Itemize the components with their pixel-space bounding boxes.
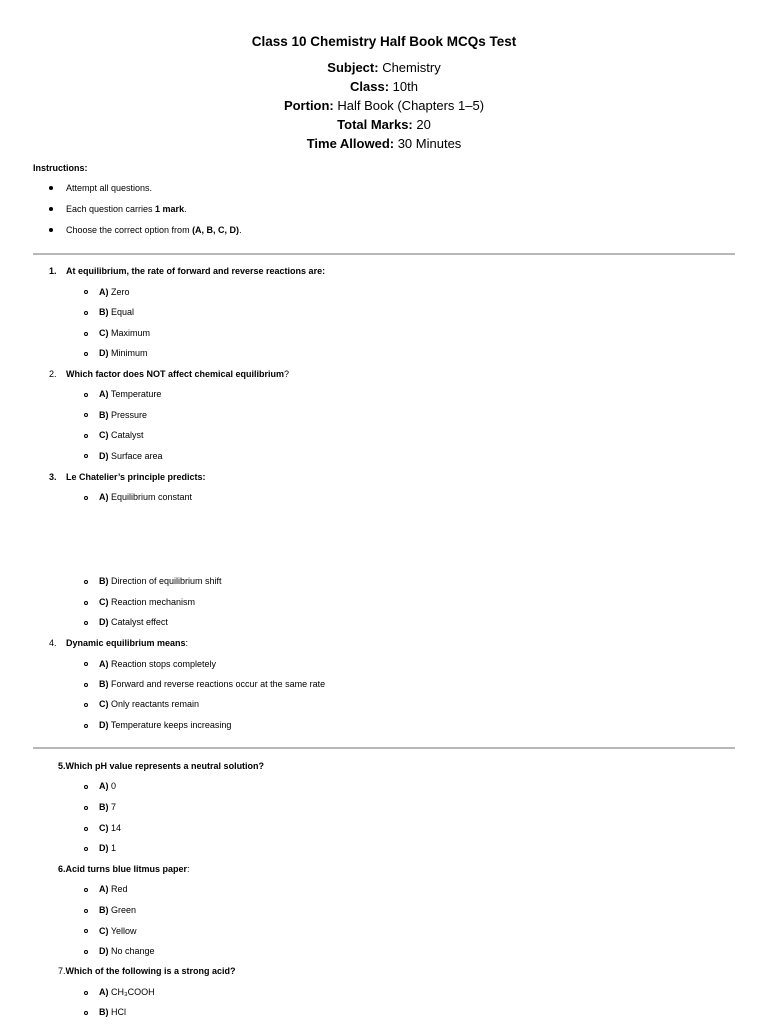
question-number: 4. xyxy=(49,638,57,648)
meta-time-allowed xyxy=(0,136,768,151)
option: A) CH₃COOH xyxy=(99,987,155,997)
option: D) Surface area xyxy=(99,451,163,461)
document-title: Class 10 Chemistry Half Book MCQs Test xyxy=(251,34,517,49)
option-bullet-icon xyxy=(84,332,88,336)
option-bullet-icon xyxy=(84,454,88,458)
meta-label: Time Allowed: xyxy=(306,136,395,151)
option: B) Green xyxy=(99,905,137,915)
bullet-icon xyxy=(49,186,53,190)
meta-value: Chemistry xyxy=(378,60,441,75)
option-bullet-icon xyxy=(84,703,88,707)
option-bullet-icon xyxy=(84,662,88,666)
question-text: 7.Which of the following is a strong acid? xyxy=(58,966,236,976)
option-bullet-icon xyxy=(84,434,88,438)
meta-label: Class: xyxy=(350,79,390,94)
option-bullet-icon xyxy=(84,888,88,892)
bullet-icon xyxy=(49,228,53,232)
question-text: 6.Acid turns blue litmus paper: xyxy=(58,864,190,874)
option-bullet-icon xyxy=(84,683,88,687)
option: A) Temperature xyxy=(99,389,162,399)
option: D) Temperature keeps increasing xyxy=(99,720,232,730)
option: C) Reaction mechanism xyxy=(99,597,196,607)
meta-class xyxy=(0,79,768,94)
option-bullet-icon xyxy=(84,496,88,500)
option: D) No change xyxy=(99,946,155,956)
option-bullet-icon xyxy=(84,827,88,831)
option: A) 0 xyxy=(99,781,117,791)
option: A) Red xyxy=(99,884,128,894)
option-bullet-icon xyxy=(84,909,88,913)
option: C) Yellow xyxy=(99,926,137,936)
meta-portion xyxy=(0,98,768,113)
option-bullet-icon xyxy=(84,847,88,851)
option: B) Forward and reverse reactions occur at the same rate xyxy=(99,679,326,689)
instruction-item: Attempt all questions. xyxy=(66,183,153,193)
option-bullet-icon xyxy=(84,413,88,417)
option: A) Equilibrium constant xyxy=(99,492,193,502)
option-bullet-icon xyxy=(84,1011,88,1015)
question-text: Which factor does NOT affect chemical equilibrium? xyxy=(66,369,290,379)
meta-label: Subject: xyxy=(327,60,379,75)
option: A) Reaction stops completely xyxy=(99,659,217,669)
option: C) Catalyst xyxy=(99,430,144,440)
meta-total-marks xyxy=(0,117,768,132)
option-bullet-icon xyxy=(84,929,88,933)
meta-value: Half Book (Chapters 1–5) xyxy=(333,98,485,113)
meta-label: Portion: xyxy=(283,98,334,113)
option-bullet-icon xyxy=(84,950,88,954)
option: B) HCl xyxy=(99,1007,126,1017)
meta-label: Total Marks: xyxy=(337,117,413,132)
option: B) Pressure xyxy=(99,410,148,420)
meta-value: 10th xyxy=(389,79,418,94)
option: D) 1 xyxy=(99,843,117,853)
option: B) Equal xyxy=(99,307,135,317)
section-divider xyxy=(33,253,735,255)
option: C) 14 xyxy=(99,823,122,833)
option: D) Catalyst effect xyxy=(99,617,168,627)
option-bullet-icon xyxy=(84,991,88,995)
instructions-heading: Instructions: xyxy=(33,163,88,173)
option-bullet-icon xyxy=(84,724,88,728)
option-bullet-icon xyxy=(84,806,88,810)
option-bullet-icon xyxy=(84,580,88,584)
question-text: Dynamic equilibrium means: xyxy=(66,638,189,648)
question-text: Le Chatelier’s principle predicts: xyxy=(66,472,206,482)
option: B) Direction of equilibrium shift xyxy=(99,576,222,586)
option-bullet-icon xyxy=(84,290,88,294)
question-text: At equilibrium, the rate of forward and reverse reactions are: xyxy=(66,266,326,276)
question-number: 2. xyxy=(49,369,57,379)
question-text: 5.Which pH value represents a neutral solution? xyxy=(58,761,265,771)
option-bullet-icon xyxy=(84,601,88,605)
meta-value: 30 Minutes xyxy=(394,136,462,151)
instruction-item: Choose the correct option from (A, B, C, D). xyxy=(66,225,242,235)
option-bullet-icon xyxy=(84,785,88,789)
question-number: 3. xyxy=(49,472,57,482)
section-divider xyxy=(33,747,735,749)
option: D) Minimum xyxy=(99,348,148,358)
bullet-icon xyxy=(49,207,53,211)
meta-value: 20 xyxy=(412,117,431,132)
instruction-item: Each question carries 1 mark. xyxy=(66,204,187,214)
option-bullet-icon xyxy=(84,352,88,356)
option: C) Only reactants remain xyxy=(99,699,200,709)
option-bullet-icon xyxy=(84,393,88,397)
option: B) 7 xyxy=(99,802,117,812)
meta-subject xyxy=(0,60,768,75)
option: A) Zero xyxy=(99,287,130,297)
option-bullet-icon xyxy=(84,621,88,625)
option: C) Maximum xyxy=(99,328,151,338)
question-number: 1. xyxy=(49,266,57,276)
option-bullet-icon xyxy=(84,311,88,315)
